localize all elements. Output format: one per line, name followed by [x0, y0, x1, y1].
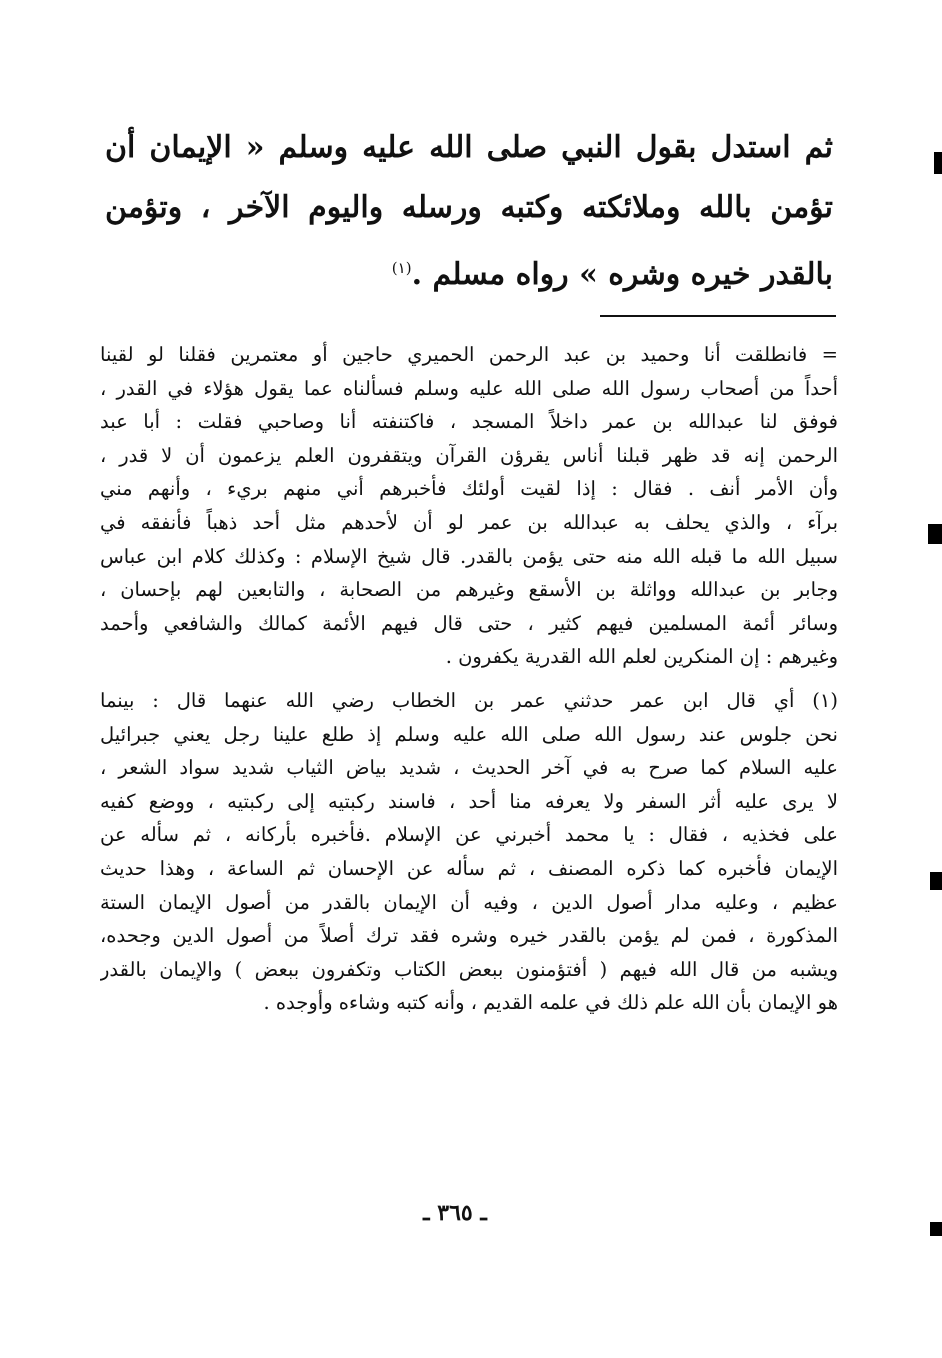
margin-mark: [930, 872, 942, 890]
footnotes-section: [100, 338, 838, 1020]
footnote-line: وسائر أئمة المسلمين فيهم كثير ، حتى قال فيهم الأئمة كمالك والشافعي وأحمد: [100, 611, 838, 635]
footnote-line: عظيم ، وعليه مدار أصول الدين ، وفيه أن الإيمان بالقدر من أصول الإيمان الستة: [100, 890, 838, 914]
footnote-line: الإيمان فأخبره كما ذكره المصنف ، ثم سأله عن الإحسان ثم الساعة ، وهذا حديث: [100, 856, 838, 880]
footnote-line: على فخذيه ، فقال : يا محمد أخبرني عن الإسلام .فأخبره بأركانه ، ثم سأله عن: [100, 823, 838, 847]
footnote-line: هو الإيمان بأن الله علم ذلك في علمه القديم ، وأنه كتبه وشاءه وأوجده .: [263, 991, 838, 1015]
main-line-3-text: بالقدر خيره وشره » رواه مسلم .: [411, 257, 833, 292]
main-paragraph: [105, 118, 833, 298]
footnote-line: (١) أي قال ابن عمر حدثني عمر بن الخطاب رضي الله عنهما قال : بينما: [100, 688, 838, 712]
footnote-separator: [600, 315, 836, 317]
main-line-1: ثم استدل بقول النبي صلى الله عليه وسلم « الإيمان أن: [105, 130, 833, 165]
footnote-line: برآء ، والذي يحلف به عبدالله بن عمر لو أن لأحدهم مثل أحد ذهباً فأنفقه في: [100, 510, 838, 534]
footnote-line: أحداً من أصحاب رسول الله صلى الله عليه وسلم فسألناه عما يقول هؤلاء في القدر ،: [100, 376, 838, 400]
footnote-line: وأن الأمر أنف . فقال : إذا لقيت أولئك فأخبرهم أني منهم بريء ، وأنهم مني: [100, 477, 838, 501]
footnote-line: عليه السلام كما صرح به في آخر الحديث ، شديد بياض الثياب شديد سواد الشعر ،: [100, 756, 838, 780]
footnote-line: = فانطلقت أنا وحميد بن عبد الرحمن الحميري حاجين أو معتمرين فقلنا لو لقينا: [100, 343, 838, 366]
margin-mark: [930, 1222, 942, 1236]
footnote-line: سبيل الله ما قبله الله منه حتى يؤمن بالقدر. قال شيخ الإسلام : وكذلك كلام ابن عباس: [100, 544, 838, 568]
margin-mark: [934, 152, 942, 174]
page-number: ـ ٣٦٥ ـ: [423, 1200, 487, 1226]
footnote-line: المذكورة ، فمن لم يؤمن بالقدر خيره وشره فقد ترك أصلاً من أصول الدين وجحده،: [100, 924, 838, 948]
footnote-line: نحن جلوس عند رسول الله صلى الله عليه وسلم إذ طلع علينا رجل يعني جبرائيل: [100, 722, 838, 746]
main-line-3: [105, 238, 833, 298]
footnote-line: لا يرى عليه أثر السفر ولا يعرفه منا أحد ، فاسند ركبتيه إلى ركبتيه ، ووضع كفيه: [100, 789, 838, 813]
main-line-2: تؤمن بالله وملائكته وكتبه ورسله واليوم الآخر ، وتؤمن: [105, 190, 833, 225]
margin-mark: [928, 524, 942, 544]
footnote-line: فوفق لنا عبدالله بن عمر داخلاً المسجد ، فاكتنفته أنا وصاحبي فقلت : أبا عبد: [100, 410, 838, 434]
footnote-line: الرحمن إنه قد ظهر قبلنا أناس يقرؤن القرآن ويتقفرون العلم يزعمون أن لا قدر ،: [100, 443, 838, 467]
footnote-line: ويشبه من قال الله فيهم ( أفتؤمنون ببعض الكتاب وتكفرون ببعض ) والإيمان بالقدر: [100, 957, 838, 981]
footnote-1: [100, 684, 838, 1020]
footnote-line: وغيرهم : إن المنكرين لعلم الله القدرية يكفرون .: [445, 645, 838, 669]
footnote-reference: (١): [391, 259, 412, 277]
footnote-continuation: [100, 338, 838, 674]
footnote-line: وجابر بن عبدالله وواثلة بن الأسقع وغيرهم من الصحابة ، والتابعين لهم بإحسان ،: [100, 578, 838, 602]
